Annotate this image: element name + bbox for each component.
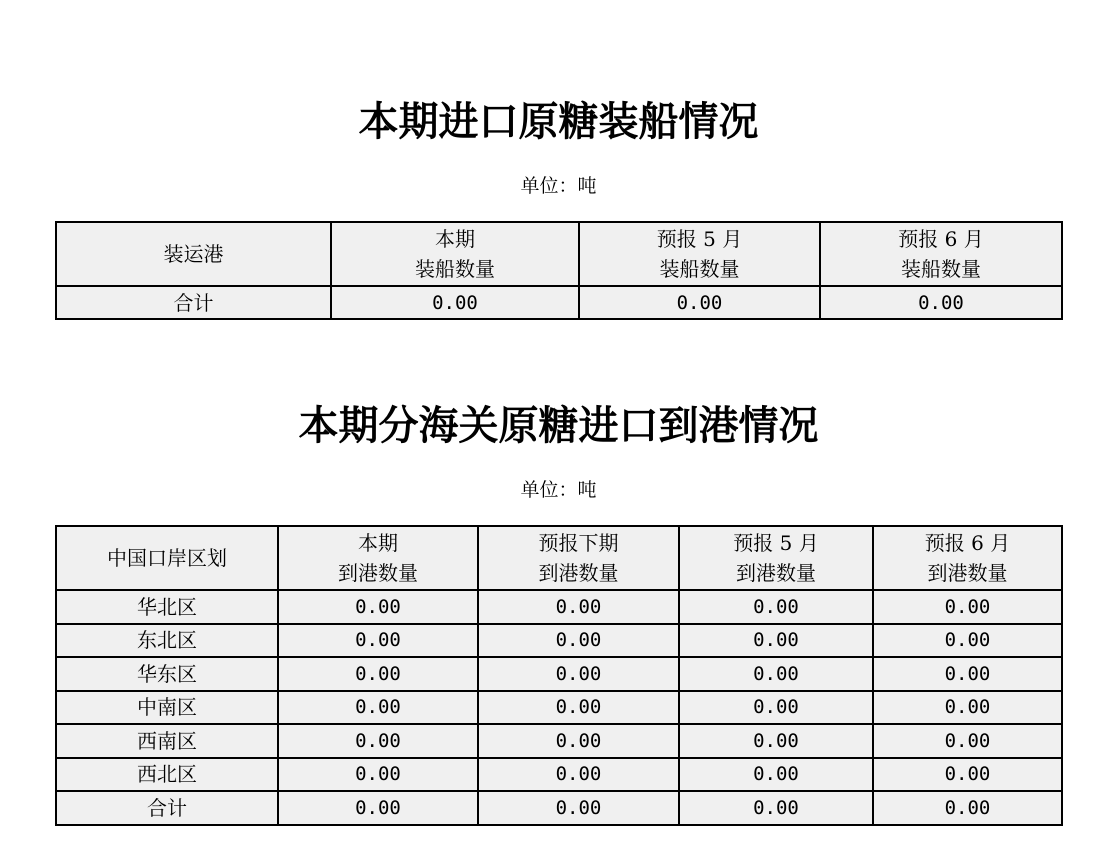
cell-value: 0.00 xyxy=(478,624,679,658)
header-current-arrival-qty xyxy=(278,526,478,590)
cell-value: 0.00 xyxy=(478,724,679,758)
cell-value: 0.00 xyxy=(873,691,1062,725)
header-loading-port xyxy=(56,222,331,286)
cell-value: 0.00 xyxy=(478,691,679,725)
cell-value: 0.00 xyxy=(873,624,1062,658)
header-label-line1: 预报 5 月 xyxy=(733,531,819,555)
cell-value: 0.00 xyxy=(679,624,873,658)
cell-value: 0.00 xyxy=(331,286,579,319)
cell-value: 0.00 xyxy=(679,590,873,624)
arrival-header-row xyxy=(56,526,1062,590)
header-label-line2: 到港数量 xyxy=(736,561,816,585)
row-label: 华东区 xyxy=(56,657,278,691)
row-label: 合计 xyxy=(56,791,278,825)
table-row xyxy=(56,657,1062,691)
header-port-region xyxy=(56,526,278,590)
cell-value: 0.00 xyxy=(278,590,478,624)
header-label: 装运港 xyxy=(163,242,224,266)
arrival-table xyxy=(55,525,1063,826)
header-forecast-june-arrival-qty xyxy=(873,526,1062,590)
header-label: 中国口岸区划 xyxy=(107,546,227,570)
cell-value: 0.00 xyxy=(278,624,478,658)
cell-value: 0.00 xyxy=(873,724,1062,758)
header-label-line1: 本期 xyxy=(435,227,475,251)
header-label-line1: 预报 6 月 xyxy=(898,227,984,251)
cell-value: 0.00 xyxy=(820,286,1062,319)
table-row xyxy=(56,691,1062,725)
arrival-unit-label: 单位：吨 xyxy=(520,479,597,501)
cell-value: 0.00 xyxy=(478,791,679,825)
cell-value: 0.00 xyxy=(873,791,1062,825)
cell-value: 0.00 xyxy=(679,791,873,825)
header-label-line2: 装船数量 xyxy=(415,257,495,281)
header-label-line2: 装船数量 xyxy=(901,257,981,281)
cell-value: 0.00 xyxy=(278,724,478,758)
header-label-line2: 到港数量 xyxy=(927,561,1008,585)
shipment-unit-label: 单位：吨 xyxy=(520,175,597,197)
header-forecast-may-arrival-qty xyxy=(679,526,873,590)
cell-value: 0.00 xyxy=(278,657,478,691)
table-row xyxy=(56,758,1062,792)
arrival-title: 本期分海关原糖进口到港情况 xyxy=(298,402,819,449)
cell-value: 0.00 xyxy=(278,758,478,792)
table-row xyxy=(56,791,1062,825)
cell-value: 0.00 xyxy=(478,758,679,792)
cell-value: 0.00 xyxy=(679,657,873,691)
row-label: 东北区 xyxy=(56,624,278,658)
shipment-table xyxy=(55,221,1063,320)
cell-value: 0.00 xyxy=(478,657,679,691)
row-label: 合计 xyxy=(56,286,331,319)
header-label-line1: 预报 5 月 xyxy=(656,227,743,251)
table-row xyxy=(56,590,1062,624)
cell-value: 0.00 xyxy=(679,724,873,758)
cell-value: 0.00 xyxy=(278,691,478,725)
header-label-line1: 本期 xyxy=(358,531,398,555)
header-label-line1: 预报下期 xyxy=(538,531,619,555)
cell-value: 0.00 xyxy=(579,286,820,319)
cell-value: 0.00 xyxy=(679,758,873,792)
cell-value: 0.00 xyxy=(873,657,1062,691)
header-label-line2: 到港数量 xyxy=(338,561,418,585)
header-label-line2: 到港数量 xyxy=(538,561,619,585)
cell-value: 0.00 xyxy=(679,691,873,725)
cell-value: 0.00 xyxy=(873,758,1062,792)
row-label: 西北区 xyxy=(56,758,278,792)
header-forecast-next-arrival-qty xyxy=(478,526,679,590)
cell-value: 0.00 xyxy=(873,590,1062,624)
row-label: 华北区 xyxy=(56,590,278,624)
header-forecast-june-loading-qty xyxy=(820,222,1062,286)
header-current-loading-qty xyxy=(331,222,579,286)
arrival-table-body xyxy=(56,590,1062,825)
header-forecast-may-loading-qty xyxy=(579,222,820,286)
cell-value: 0.00 xyxy=(478,590,679,624)
header-label-line1: 预报 6 月 xyxy=(924,531,1011,555)
row-label: 中南区 xyxy=(56,691,278,725)
header-label-line2: 装船数量 xyxy=(659,257,740,281)
cell-value: 0.00 xyxy=(278,791,478,825)
table-row xyxy=(56,724,1062,758)
row-label: 西南区 xyxy=(56,724,278,758)
shipment-header-row xyxy=(56,222,1062,286)
shipment-title: 本期进口原糖装船情况 xyxy=(358,98,759,145)
table-row xyxy=(56,286,1062,319)
table-row xyxy=(56,624,1062,658)
